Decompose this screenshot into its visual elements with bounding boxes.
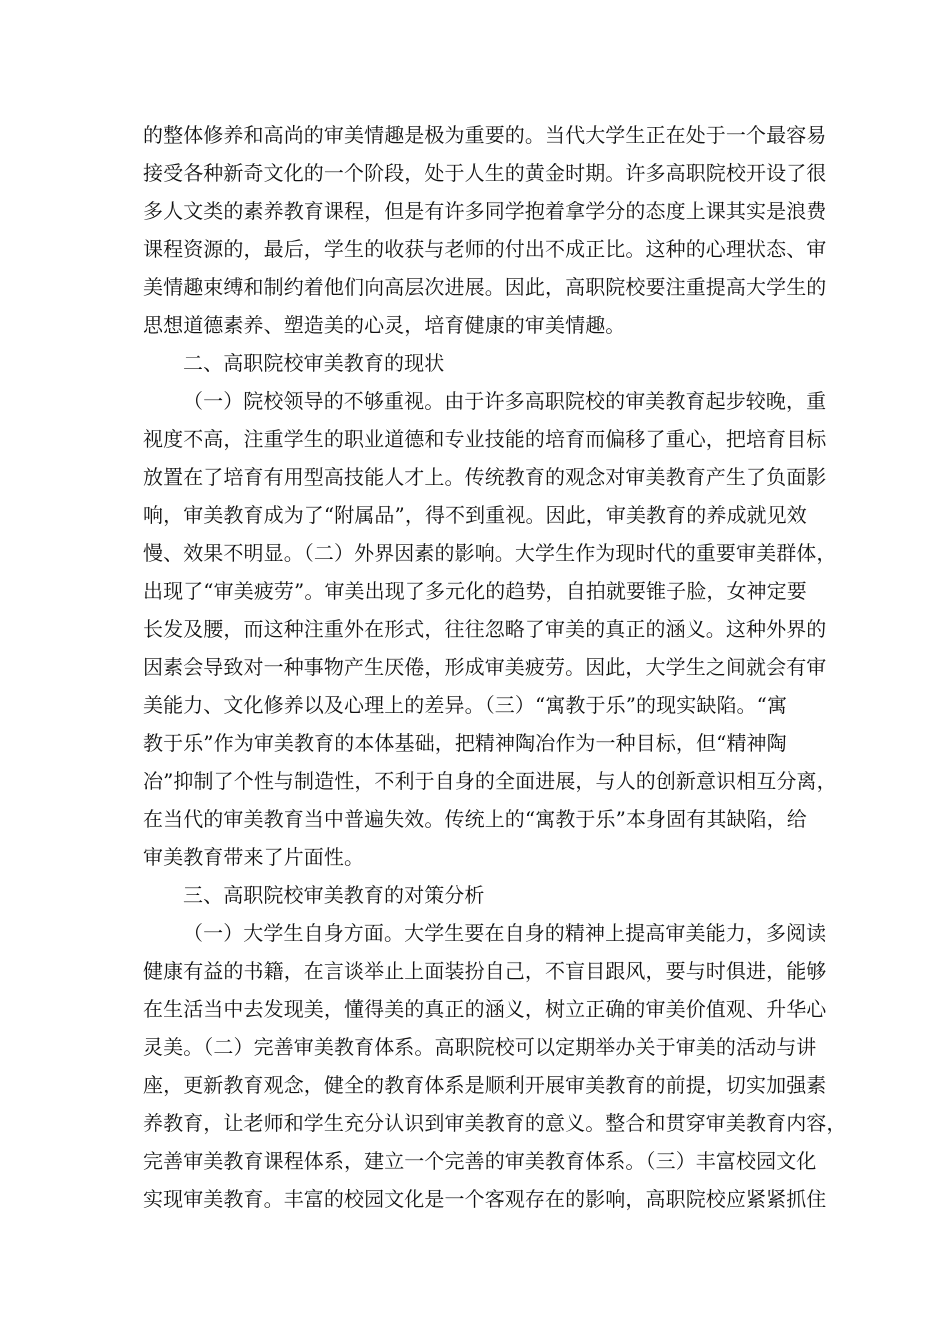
text-line: 课程资源的，最后，学生的收获与老师的付出不成正比。这种的心理状态、审 (143, 237, 827, 261)
section-heading: 二、高职院校审美教育的现状 (183, 351, 445, 375)
text-line: 美能力、文化修养以及心理上的差异。（三）“寓教于乐”的现实缺陷。“寓 (143, 693, 788, 717)
text-line: 座，更新教育观念，健全的教育体系是顺利开展审美教育的前提，切实加强素 (143, 1073, 827, 1097)
text-line: 在生活当中去发现美，懂得美的真正的涵义，树立正确的审美价值观、升华心 (143, 997, 827, 1021)
section-heading: 三、高职院校审美教育的对策分析 (183, 883, 485, 907)
text-line: 审美教育带来了片面性。 (143, 845, 365, 869)
text-line: 实现审美教育。丰富的校园文化是一个客观存在的影响，高职院校应紧紧抓住 (143, 1187, 827, 1211)
text-line: （一）院校领导的不够重视。由于许多高职院校的审美教育起步较晚，重 (183, 389, 827, 413)
text-line: 的整体修养和高尚的审美情趣是极为重要的。当代大学生正在处于一个最容易 (143, 123, 827, 147)
text-line: 完善审美教育课程体系，建立一个完善的审美教育体系。（三）丰富校园文化 (143, 1149, 817, 1173)
text-line: 慢、效果不明显。（二）外界因素的影响。大学生作为现时代的重要审美群体， (143, 541, 837, 565)
text-line: 思想道德素养、塑造美的心灵，培育健康的审美情趣。 (143, 313, 626, 337)
text-line: 长发及腰，而这种注重外在形式，往往忽略了审美的真正的涵义。这种外界的 (143, 617, 827, 641)
text-line: 接受各种新奇文化的一个阶段，处于人生的黄金时期。许多高职院校开设了很 (143, 161, 827, 185)
text-line: 放置在了培育有用型高技能人才上。传统教育的观念对审美教育产生了负面影 (143, 465, 827, 489)
text-line: （一）大学生自身方面。大学生要在自身的精神上提高审美能力，多阅读 (183, 921, 827, 945)
text-line: 出现了“审美疲劳”。审美出现了多元化的趋势，自拍就要锥子脸，女神定要 (143, 579, 807, 603)
text-line: 灵美。（二）完善审美教育体系。高职院校可以定期举办关于审美的活动与讲 (143, 1035, 817, 1059)
text-line: 冶”抑制了个性与制造性，不利于自身的全面进展，与人的创新意识相互分离， (143, 769, 837, 793)
text-line: 在当代的审美教育当中普遍失效。传统上的“寓教于乐”本身固有其缺陷，给 (143, 807, 807, 831)
text-line: 因素会导致对一种事物产生厌倦，形成审美疲劳。因此，大学生之间就会有审 (143, 655, 827, 679)
text-line: 响，审美教育成为了“附属品”，得不到重视。因此，审美教育的养成就见效 (143, 503, 807, 527)
text-line: 美情趣束缚和制约着他们向高层次进展。因此，高职院校要注重提高大学生的 (143, 275, 827, 299)
text-line: 视度不高，注重学生的职业道德和专业技能的培育而偏移了重心，把培育目标 (143, 427, 827, 451)
text-line: 养教育，让老师和学生充分认识到审美教育的意义。整合和贯穿审美教育内容， (143, 1111, 847, 1135)
text-line: 健康有益的书籍，在言谈举止上面装扮自己，不盲目跟风，要与时俱进，能够 (143, 959, 827, 983)
text-line: 教于乐”作为审美教育的本体基础，把精神陶冶作为一种目标，但“精神陶 (143, 731, 787, 755)
text-line: 多人文类的素养教育课程，但是有许多同学抱着拿学分的态度上课其实是浪费 (143, 199, 827, 223)
